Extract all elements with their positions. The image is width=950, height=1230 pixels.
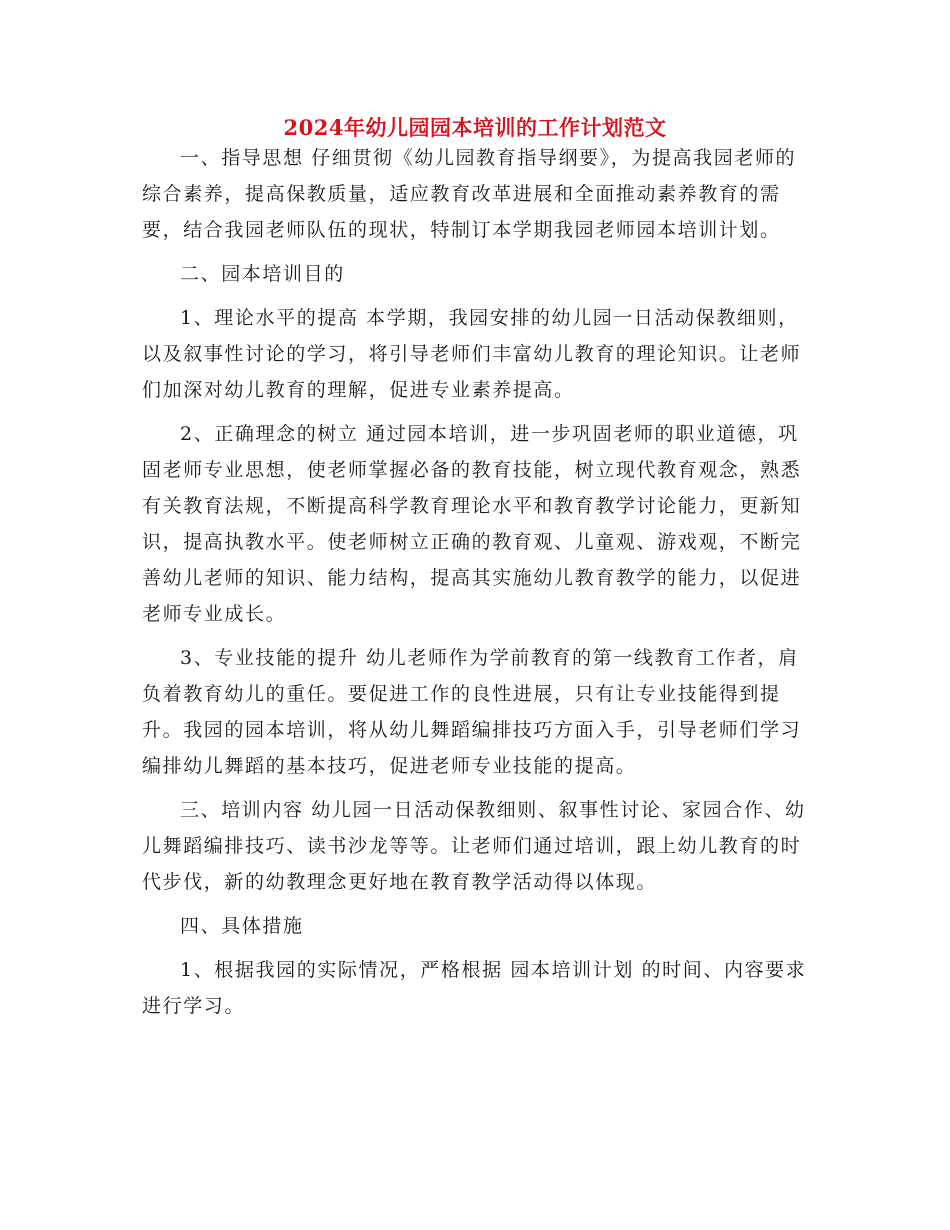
paragraph-measure-1: 1、根据我园的实际情况，严格根据 园本培训计划 的时间、内容要求进行学习。 xyxy=(142,959,807,1017)
heading-training-purpose: 二、园本培训目的 xyxy=(180,263,345,285)
document-body xyxy=(142,140,810,1032)
paragraph-training-content: 三、培训内容 幼儿园一日活动保教细则、叙事性讨论、家园合作、幼儿舞蹈编排技巧、读书沙龙等等。让老师们通过培训，跟上幼儿教育的时代步伐，新的幼教理念更好地在教育教学活动得以体现。 xyxy=(142,799,806,893)
document-title: 2024年幼儿园园本培训的工作计划范文 xyxy=(283,115,667,140)
paragraph-guiding-ideology: 一、指导思想 仔细贯彻《幼儿园教育指导纲要》，为提高我园老师的综合素养，提高保教质量，适应教育改革进展和全面推动素养教育的需要，结合我园老师队伍的现状，特制订本学期我园老师园本培训计划。 xyxy=(142,147,797,241)
heading-specific-measures: 四、具体措施 xyxy=(180,915,304,937)
paragraph-professional-skills: 3、专业技能的提升 幼儿老师作为学前教育的第一线教育工作者，肩负着教育幼儿的重任。要促进工作的良性进展，只有让专业技能得到提升。我园的园本培训，将从幼儿舞蹈编排技巧方面入手，引导老师们学习编排幼儿舞蹈的基本技巧，促进老师专业技能的提高。 xyxy=(142,647,802,777)
paragraph-theory-level: 1、理论水平的提高 本学期，我园安排的幼儿园一日活动保教细则，以及叙事性讨论的学习，将引导老师们丰富幼儿教育的理论知识。让老师们加深对幼儿教育的理解，促进专业素养提高。 xyxy=(142,307,802,401)
paragraph-correct-concepts: 2、正确理念的树立 通过园本培训，进一步巩固老师的职业道德，巩固老师专业思想，使老师掌握必备的教育技能，树立现代教育观念，熟悉有关教育法规，不断提高科学教育理论水平和教育教学讨论能力，更新知识，提高执教水平。使老师树立正确的教育观、儿童观、游戏观，不断完善幼儿老师的知识、能力结构，提高其实施幼儿教育教学的能力，以促进老师专业成长。 xyxy=(142,423,802,625)
